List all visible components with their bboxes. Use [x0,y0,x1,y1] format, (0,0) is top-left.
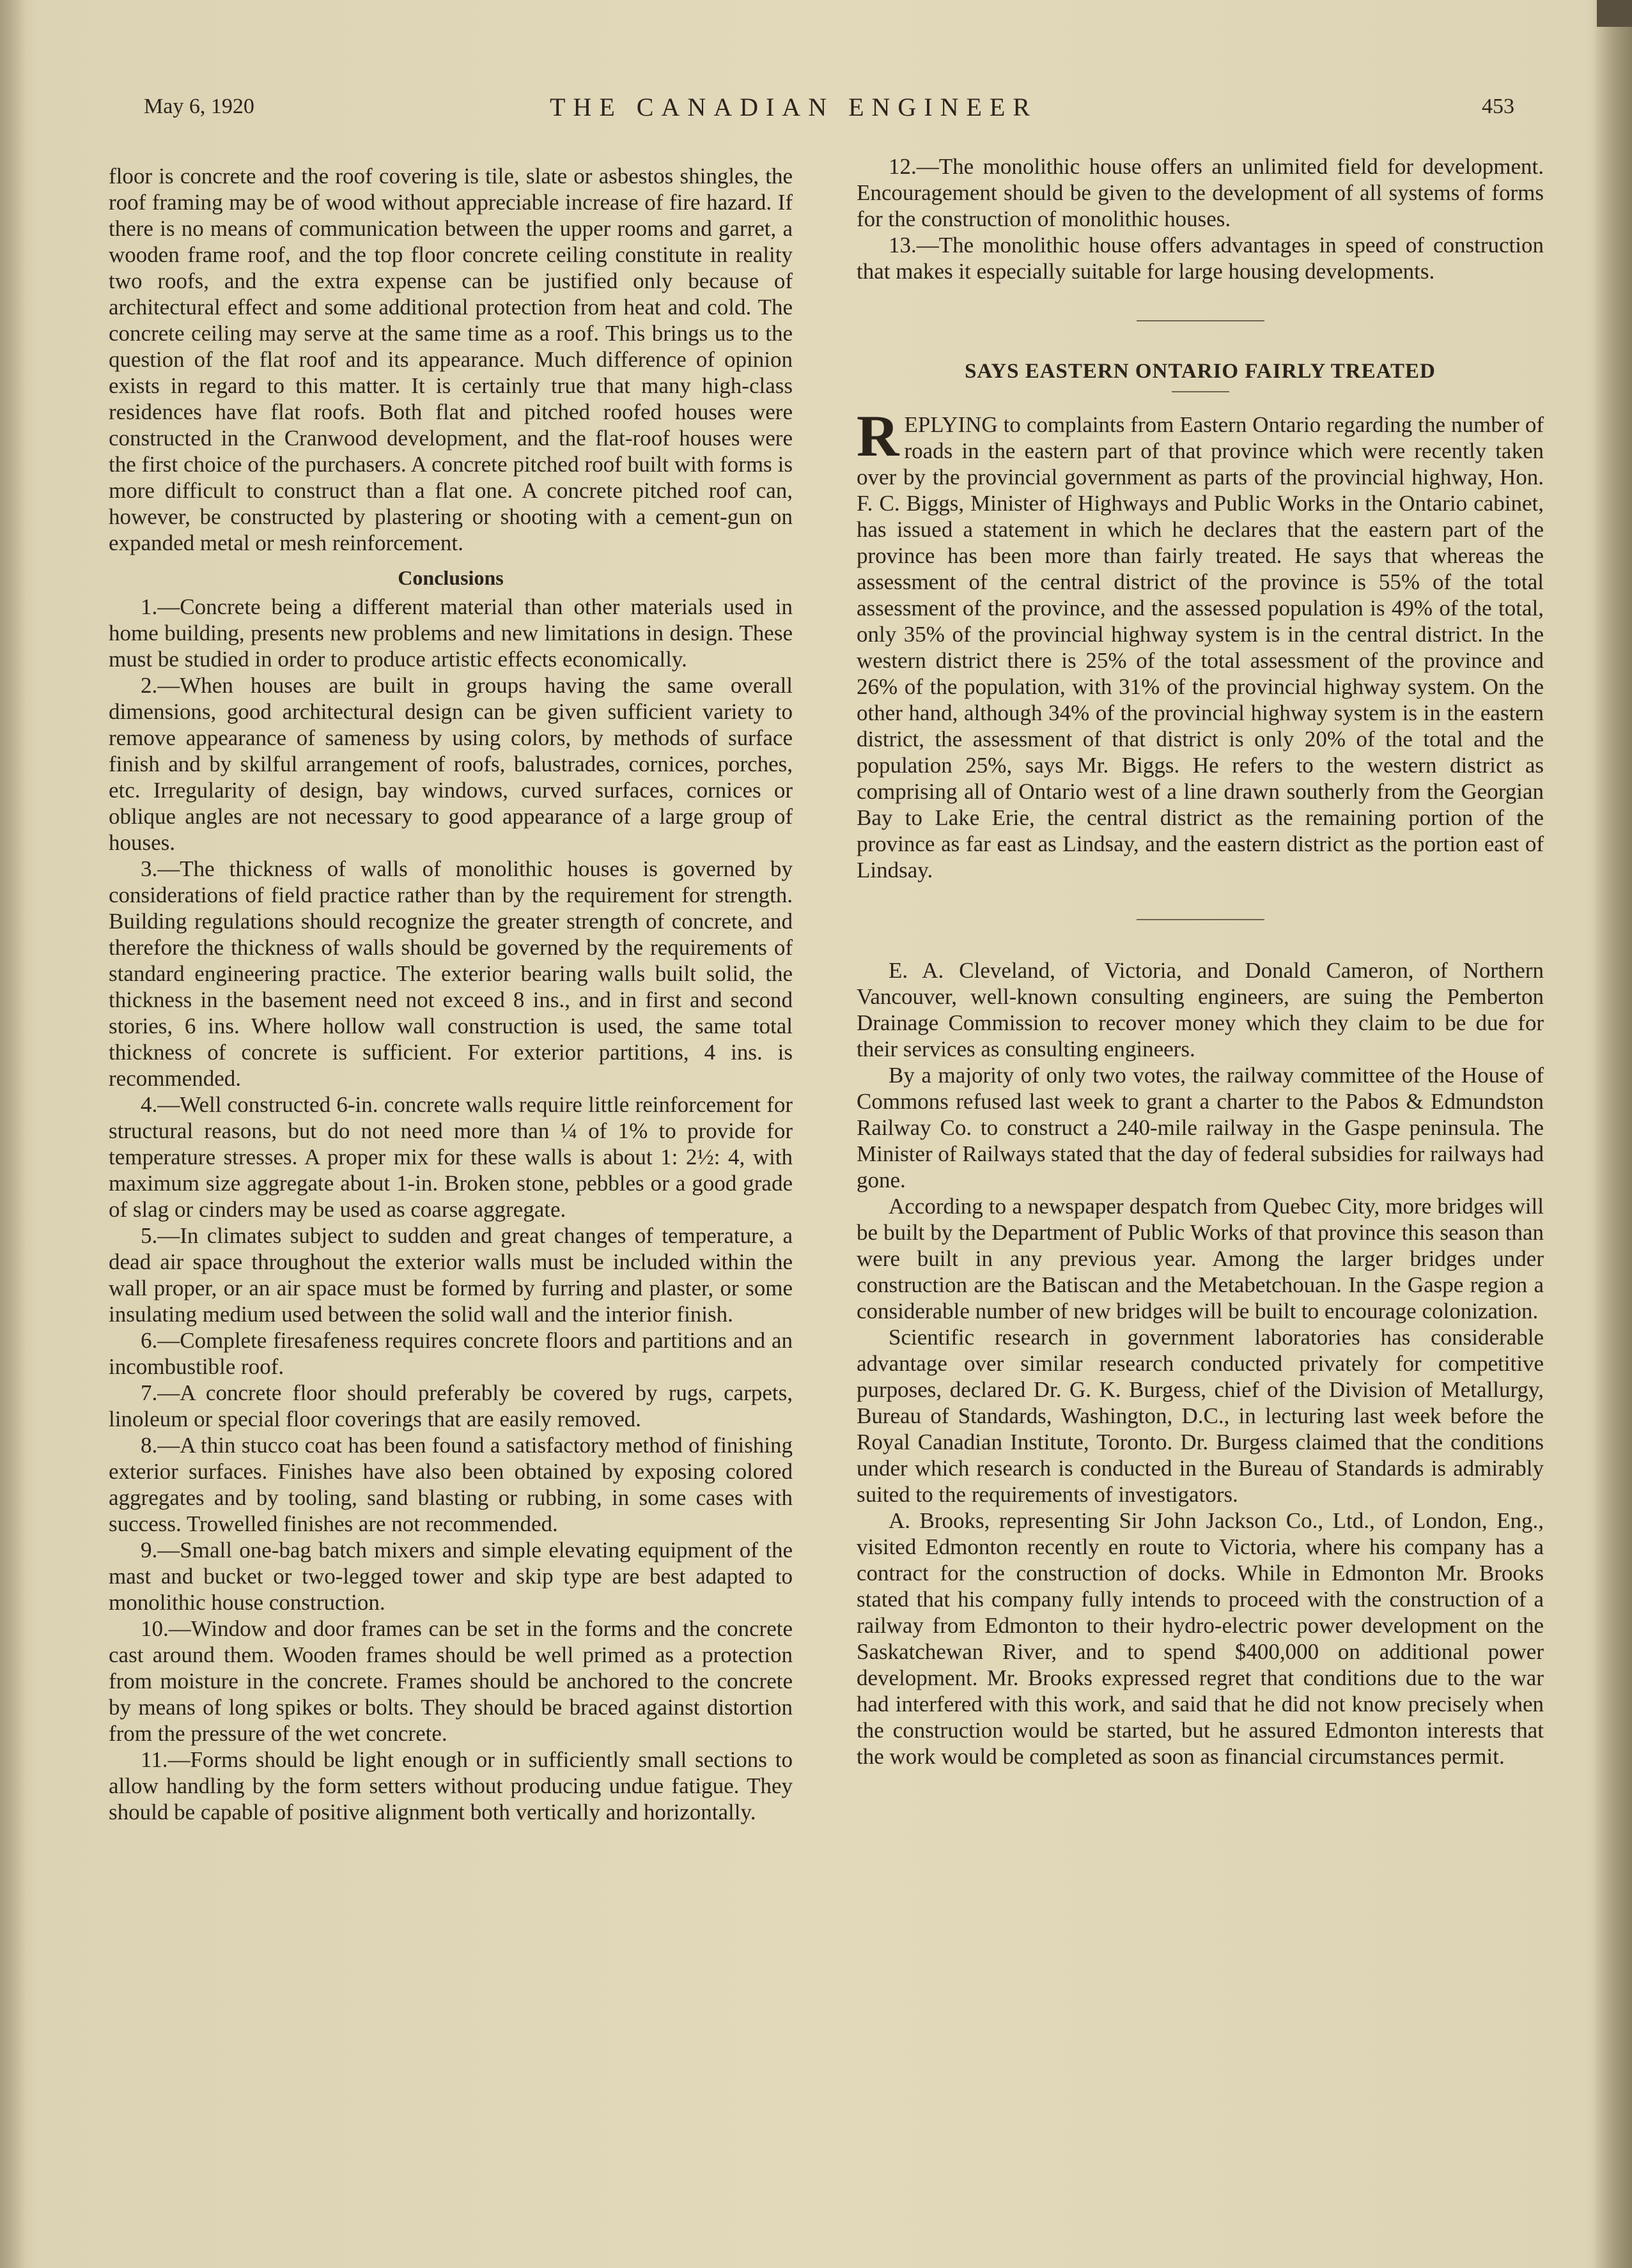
conclusion-item-6: 6.—Complete firesafeness requires concrete floors and partitions and an incombustible roof. [109,1328,793,1379]
section-divider [1137,320,1264,321]
right-column [857,153,1544,1770]
drop-cap: R [857,403,899,468]
conclusion-item-4: 4.—Well constructed 6-in. concrete walls require little reinforcement for structural reasons, but do not need more than ¼ of 1% to provide for temperature stresses. A proper mix for these walls is about 1: 2½: 4, with maximum size aggregate about 1-in. Broken stone, pebbles or a good grade of slag or cinders may be used as coarse aggregate. [109,1092,793,1222]
section-divider-2 [1137,919,1264,920]
conclusion-item-9: 9.—Small one-bag batch mixers and simple elevating equipment of the mast and bucket or two-legged tower and skip type are best adapted to monolithic house construction. [109,1538,793,1615]
conclusion-item-7: 7.—A concrete floor should preferably be covered by rugs, carpets, linoleum or special floor coverings that are easily removed. [109,1380,793,1431]
running-header [0,89,1632,128]
conclusion-item-5: 5.—In climates subject to sudden and great changes of temperature, a dead air space throughout the exterior walls must be included within the wall proper, or an air space must be formed by furring and plaster, or some insulating medium used between the solid wall and the interior finish. [109,1223,793,1327]
conclusion-item-3: 3.—The thickness of walls of monolithic houses is governed by considerations of field practice rather than by the requirement for strength. Building regulations should recognize the greater strength of concrete, and therefore the thickness of walls should be governed by the requirements of standard engineering practice. The exterior bearing walls built solid, the thickness in the basement need not exceed 8 ins., and in first and second stories, 6 ins. Where hollow wall construction is used, the same total thickness of concrete is sufficient. For exterior partitions, 4 ins. is recommended. [109,856,793,1091]
news-item-5: A. Brooks, representing Sir John Jackson Co., Ltd., of London, Eng., visited Edmonton recently en route to Victoria, where his company has a contract for the construction of docks. While in Edmonton Mr. Brooks stated that his company fully intends to proceed with the construction of a railway from Edmonton to their hydro-electric power development on the Saskatchewan River, and to spend $400,000 on additional power development. Mr. Brooks expressed regret that conditions due to the war had interfered with this work, and said that he did not know precisely when the construction would be started, but he assured Edmonton interests that the work would be completed as soon as financial circumstances permit. [857,1508,1544,1769]
paragraph-intro: floor is concrete and the roof covering is tile, slate or asbestos shingles, the roof framing may be of wood without appreciable increase of fire hazard. If there is no means of communication between the upper rooms and garret, a wooden frame roof, and the top floor concrete ceiling constitute in reality two roofs, and the extra expense can be justified only because of architectural effect and some additional protection from heat and cold. The concrete ceiling may serve at the same time as a roof. This brings us to the question of the flat roof and its appearance. Much difference of opinion exists in regard to this matter. It is certainly true that many high-class residences have flat roofs. Both flat and pitched roofed houses were constructed in the Cranwood development, and the flat-roof houses were the first choice of the purchasers. A concrete pitched roof built with forms is more difficult to construct than a flat one. A concrete pitched roof can, however, be constructed by plastering or shooting with a cement-gun on expanded metal or mesh reinforcement. [109,164,793,555]
journal-title: THE CANADIAN ENGINEER [550,93,1038,121]
conclusion-item-2: 2.—When houses are built in groups having the same overall dimensions, good architectural design can be given sufficient variety to remove appearance of sameness by using colors, by methods of surface finish and by skilful arrangement of roofs, balustrades, cornices, porches, etc. Irregularity of design, bay windows, curved surfaces, cornices or oblique angles are not necessary to good appearance of a large group of houses. [109,673,793,855]
headline-underline [1172,391,1229,392]
left-column [109,163,793,1825]
news-item-1: E. A. Cleveland, of Victoria, and Donald Cameron, of Northern Vancouver, well-known consulting engineers, are suing the Pemberton Drainage Commission to recover money which they claim to be due for their services as consulting engineers. [857,958,1544,1061]
conclusion-item-12: 12.—The monolithic house offers an unlimited field for development. Encouragement should be given to the development of all systems of forms for the construction of monolithic houses. [857,154,1544,231]
conclusion-item-8: 8.—A thin stucco coat has been found a satisfactory method of finishing exterior surfaces. Finishes have also been obtained by exposing colored aggregates and by tooling, sand blasting or rubbing, in some cases with success. Trowelled finishes are not recommended. [109,1433,793,1536]
binding-shadow [0,0,26,2268]
page-number: 453 [1482,95,1514,118]
conclusion-item-1: 1.—Concrete being a different material than other materials used in home building, presents new problems and new limitations in design. These must be studied in order to produce artistic effects economically. [109,594,793,672]
news-item-4: Scientific research in government laboratories has considerable advantage over similar research conducted privately for competitive purposes, declared Dr. G. K. Burgess, chief of the Division of Metallurgy, Bureau of Standards, Washington, D.C., in lecturing last week before the Royal Canadian Institute, Toronto. Dr. Burgess claimed that the conditions under which research is conducted in the Bureau of Standards is admirably suited to the requirements of investigators. [857,1325,1544,1507]
article-headline: SAYS EASTERN ONTARIO FAIRLY TREATED [965,360,1436,383]
conclusions-heading: Conclusions [398,566,504,589]
news-item-3: According to a newspaper despatch from Quebec City, more bridges will be built by the Department of Public Works of that province this season than were built in any previous year. Among the larger bridges under construction are the Batiscan and the Metabetchouan. In the Gaspe region a considerable number of new bridges will be built to encourage colonization. [857,1194,1544,1323]
article-text: EPLYING to complaints from Eastern Ontario regarding the number of roads in the eastern part of that province which were recently taken over by the provincial government as parts of the provincial highway, Hon. F. C. Biggs, Minister of Highways and Public Works in the Ontario cabinet, has issued a statement in which he declares that the eastern part of the province has been more than fairly treated. He says that whereas the assessment of the central district of the province is 55% of the total assessment of the province, and the assessed population is 49% of the total, only 35% of the provincial highway system is in the central district. In the western district there is 25% of the total assessment of the province and 26% of the population, with 31% of the provincial highway system. On the other hand, although 34% of the provincial highway system is in the eastern district, the assessment of that district is only 20% of the total and the population 25%, says Mr. Biggs. He refers to the western district as comprising all of Ontario west of a line drawn southerly from the Georgian Bay to Lake Erie, the central district as the remaining portion of the province as far east as Lindsay, and the eastern district as the portion east of Lindsay. [857,412,1544,883]
header-date: May 6, 1920 [144,95,254,118]
conclusion-item-11: 11.—Forms should be light enough or in sufficiently small sections to allow handling by the form setters without producing undue fatigue. They should be capable of positive alignment both vertically and horizontally. [109,1747,793,1824]
conclusion-item-13: 13.—The monolithic house offers advantages in speed of construction that makes it especially suitable for large housing developments. [857,233,1544,284]
conclusion-item-10: 10.—Window and door frames can be set in the forms and the concrete cast around them. Wooden frames should be well primed as a protection from moisture in the concrete. Frames should be anchored to the concrete by means of long spikes or bolts. They should be braced against distortion from the pressure of the wet concrete. [109,1616,793,1746]
news-item-2: By a majority of only two votes, the railway committee of the House of Commons refused last week to grant a charter to the Pabos & Edmundston Railway Co. to construct a 240-mile railway in the Gaspe peninsula. The Minister of Railways stated that the day of federal subsidies for railways had gone. [857,1063,1544,1192]
page-edge-shadow [1594,0,1632,2268]
corner-mark [1597,0,1632,27]
article-body [857,403,1544,883]
